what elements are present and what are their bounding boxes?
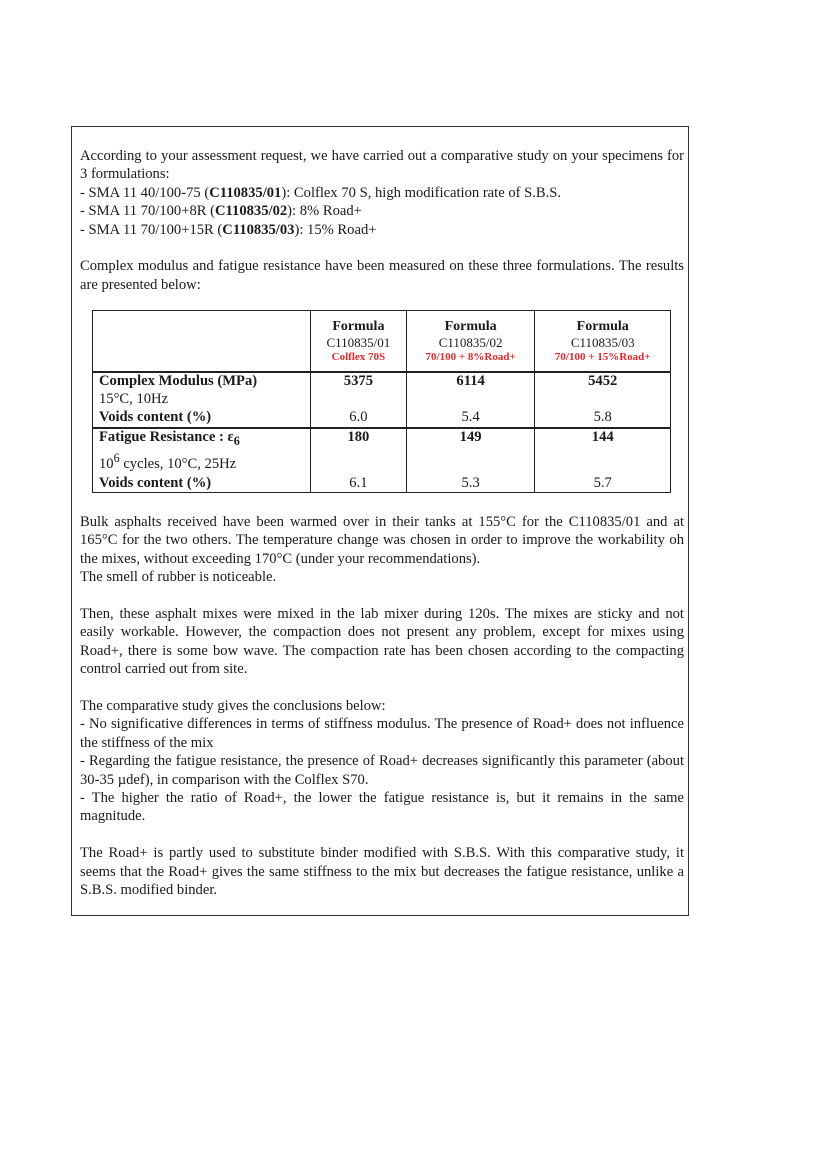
report-content bbox=[80, 147, 684, 899]
conclusion-point: - No significative differences in terms of stiffness modulus. The presence of Road+ does not influence the stiffness of the mix bbox=[80, 716, 684, 751]
table-corner-cell bbox=[93, 311, 311, 373]
formula-header-2: Formula C110835/02 70/100 + 8%Road+ bbox=[406, 311, 535, 373]
fatigue-label-cell: Fatigue Resistance : $\varepsilon_6$ $10^6$ cycles, 10°C, 25Hz bbox=[93, 428, 311, 474]
table-header-row bbox=[93, 311, 671, 373]
formula-header-3: Formula C110835/03 70/100 + 15%Road+ bbox=[535, 311, 671, 373]
results-paragraph: Complex modulus and fatigue resistance have been measured on these three formulations. The results are presented below: bbox=[80, 258, 684, 293]
mixing-paragraph: Then, these asphalt mixes were mixed in the lab mixer during 120s. The mixes are sticky and not easily workable. However, the compaction does not present any problem, except for mixes using Road+, there is some bow wave. The compaction rate has been chosen according to the compacting control carried out from site. bbox=[80, 606, 684, 678]
conclusion-point: - The higher the ratio of Road+, the lower the fatigue resistance is, but it remains in the same magnitude. bbox=[80, 790, 684, 825]
table-row: Voids content (%) 6.1 5.3 5.7 bbox=[93, 474, 671, 493]
intro-paragraph: According to your assessment request, we have carried out a comparative study on your specimens for 3 formulations: bbox=[80, 148, 684, 183]
formulation-item: - SMA 11 40/100-75 (C110835/01): Colflex 70 S, high modification rate of S.B.S. bbox=[80, 184, 562, 201]
results-table-wrap bbox=[92, 310, 671, 493]
formula-header-1: Formula C110835/01 Colflex 70S bbox=[311, 311, 407, 373]
table-row: Complex Modulus (MPa) 15°C, 10Hz 5375 6114 5452 bbox=[93, 372, 671, 408]
report-frame bbox=[71, 126, 689, 916]
results-table bbox=[92, 310, 671, 493]
modulus-label-cell: Complex Modulus (MPa) 15°C, 10Hz bbox=[93, 372, 311, 408]
conclusion-point: - Regarding the fatigue resistance, the presence of Road+ decreases significantly this parameter (about 30-35 µdef), in comparison with the Colflex S70. bbox=[80, 753, 684, 788]
formulation-item: - SMA 11 70/100+15R (C110835/03): 15% Road+ bbox=[80, 221, 377, 238]
warming-paragraph: Bulk asphalts received have been warmed over in their tanks at 155°C for the C110835/01 and at 165°C for the two others. The temperature change was chosen in order to improve the workability oh the mixes, without exceeding 170°C (under your recommendations). bbox=[80, 514, 684, 567]
table-row: Voids content (%) 6.0 5.4 5.8 bbox=[93, 408, 671, 428]
smell-note: The smell of rubber is noticeable. bbox=[80, 569, 277, 586]
conclusions-intro: The comparative study gives the conclusions below: bbox=[80, 698, 386, 715]
formulation-item: - SMA 11 70/100+8R (C110835/02): 8% Road+ bbox=[80, 203, 362, 220]
table-row: Fatigue Resistance : $\varepsilon_6$ $10^6$ cycles, 10°C, 25Hz 180 149 144 bbox=[93, 428, 671, 474]
summary-paragraph: The Road+ is partly used to substitute binder modified with S.B.S. With this comparative study, it seems that the Road+ gives the same stiffness to the mix but decreases the fatigue resistance, unlike a S.B.S. modified binder. bbox=[80, 845, 684, 899]
